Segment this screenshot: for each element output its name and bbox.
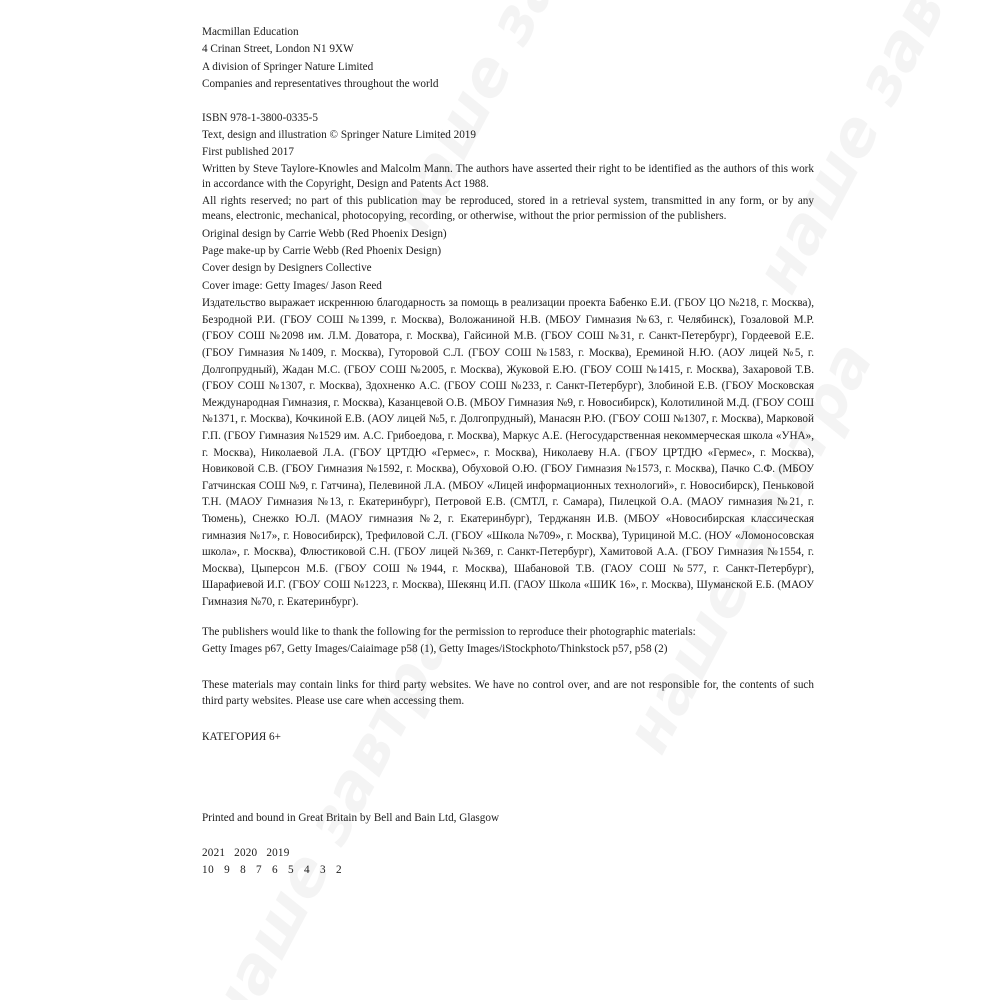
authors-statement: Written by Steve Taylore-Knowles and Malcolm Mann. The authors have asserted their right to be identified as the authors of this work in accordance with the Copyright, Design and Patents Act 1988. [202,162,814,191]
photo-credits: Getty Images p67, Getty Images/Caiaimage p58 (1), Getty Images/iStockphoto/Thinkstock p57, p58 (2) [202,642,668,655]
age-category: КАТЕГОРИЯ 6+ [202,730,281,743]
publisher-address: 4 Crinan Street, London N1 9XW [202,43,354,56]
third-party-disclaimer: These materials may contain links for third party websites. We have no control over, and are not responsible for, the contents of such third party websites. Please use care when accessing them. [202,679,814,707]
print-run-numbers: 10 9 8 7 6 5 4 3 2 [202,864,343,876]
first-published: First published 2017 [202,146,294,159]
credit-line: Original design by Carrie Webb (Red Phoenix Design) [202,227,447,240]
acknowledgement-paragraph: Издательство выражает искреннюю благодарность за помощь в реализации проекта Бабенко Е.И. (ГБОУ ЦО №218, г. Москва), Безродной Р.И. (ГБОУ СОШ №1399, г. Москва), Воложаниной Н.В. (МБОУ Гимназия №63, г. Челябинск), Гозаловой М.Р. (ГБОУ СОШ №2098 им. Л.М. Доватора, г. Москва), Гайсиной М.В. (ГБОУ СОШ №31, г. Санкт-Петербург), Гордеевой Е.Е. (ГБОУ Гимназия №1409, г. Москва), Гуторовой С.Л. (ГБОУ СОШ №1583, г. Москва), Ереминой Н.Ю. (АОУ лицей №5, г. Долгопрудный), Жадан М.С. (ГБОУ СОШ №2005, г. Москва), Жуковой Е.Ю. (ГБОУ СОШ №1415, г. Москва), Захаровой Т.В. (ГБОУ СОШ №1307, г. Москва), Здохненко А.С. (ГБОУ СОШ №233, г. Санкт-Петербург), Злобиной Е.В. (ГБОУ Московская Международная Гимназия, г. Москва), Казанцевой О.В. (МБОУ Гимназия №9, г. Новосибирск), Колотилиной М.Д. (ГБОУ СОШ №1371, г. Москва), Кочкиной Е.В. (АОУ лицей №5, г. Долгопрудный), Манасян Р.Ю. (ГБОУ СОШ №1307, г. Москва), Марковой Г.П. (ГБОУ Гимназия №1529 им. А.С. Грибоедова, г. Москва), Маркус А.Е. (Негосударственная некоммерческая школа «УНА», г. Москва), Николаевой Л.А. (ГБОУ ЦРТДЮ «Гермес», г. Москва), Николаеву Н.А. (ГБОУ ЦРТДЮ «Гермес», г. Москва), Новиковой С.В. (ГБОУ Гимназия №1592, г. Москва), Обуховой О.Ю. (ГБОУ Гимназия №1573, г. Москва), Пачко С.Ф. (МБОУ Гатчинская СОШ №9, г. Гатчина), Пелевиной Л.А. (МБОУ «Лицей информационных технологий», г. Новосибирск), Пеньковой Т.Н. (МАОУ Гимназия №13, г. Екатеринбург), Петровой Е.В. (СМТЛ, г. Самара), Пилецкой О.А. (МАОУ гимназия №21, г. Тюмень), Снежко Ю.Л. (МАОУ гимназия №2, г. Екатеринбург), Терджанян И.В. (МБОУ «Новосибирская классическая гимназия №17», г. Новосибирск), Трефиловой С.Л. (ГБОУ «Школа №709», г. Москва), Турициной М.С. (НОУ «Ломоносовская школа», г. Москва), Флюстиковой С.Н. (ГБОУ лицей №369, г. Санкт-Петербург), Хамитовой А.А. (ГБОУ Гимназия №1554, г. Москва), Цыперсон М.Б. (ГБОУ СОШ №1944, г. Москва), Шабановой Т.В. (ГАОУ СОШ №577, г. Санкт-Петербург), Шарафиевой И.Г. (ГБОУ СОШ №1223, г. Москва), Шекянц И.П. (ГАОУ Школа «ШИК 16», г. Москва), Шуманской Е.Б. (МАОУ Гимназия №70, г. Екатеринбург). [202,297,814,608]
photo-thanks: The publishers would like to thank the following for the permission to reproduce their photographic materials: [202,625,696,638]
print-years: 2021 2020 2019 [202,847,290,859]
copyright-notice: Text, design and illustration © Springer Nature Limited 2019 [202,129,476,142]
publisher-name: Macmillan Education [202,26,299,38]
credit-line: Cover image: Getty Images/ Jason Reed [202,279,382,292]
photo-acknowledgements [202,624,814,659]
credit-line: Page make-up by Carrie Webb (Red Phoenix Design) [202,245,442,258]
imprint-column [202,24,814,746]
rights-statement: All rights reserved; no part of this publication may be reproduced, stored in a retrieval system, transmitted in any form, or by any means, electronic, mechanical, photocopying, recording, or otherwise, without the prior permission of the publishers. [202,195,814,223]
publisher-division: A division of Springer Nature Limited [202,60,374,73]
publisher-block [202,24,814,94]
design-credits [202,226,814,296]
isbn: ISBN 978-1-3800-0335-5 [202,111,318,124]
credit-line: Cover design by Designers Collective [202,262,372,275]
printer-credit: Printed and bound in Great Britain by Bell and Bain Ltd, Glasgow [202,812,500,824]
publisher-representatives: Companies and representatives throughout the world [202,78,439,91]
